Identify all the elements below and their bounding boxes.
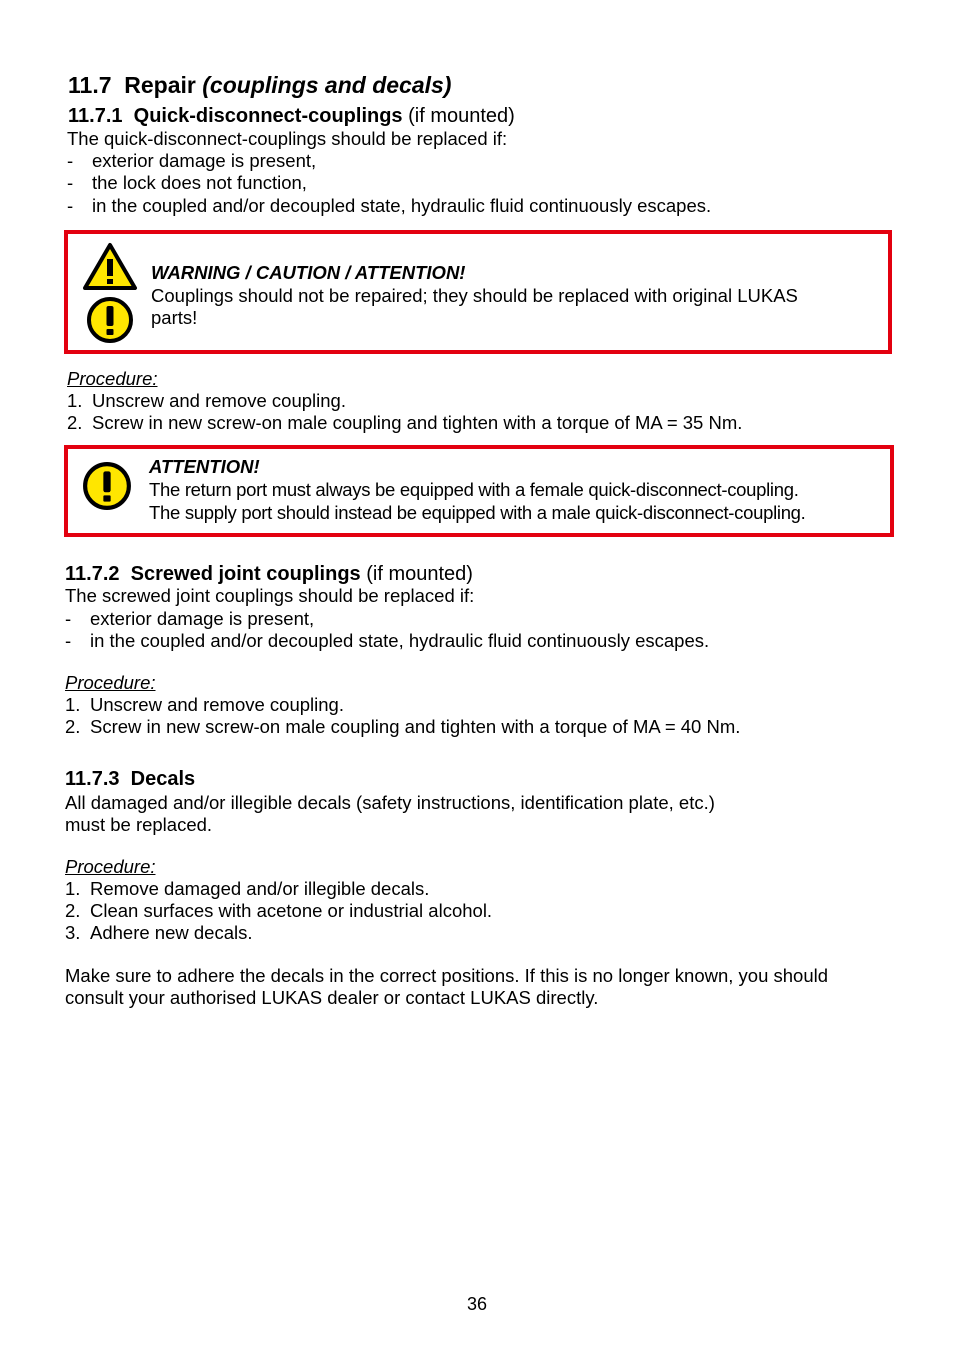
- procedure-label: Procedure:: [67, 368, 158, 389]
- subsection-note: (if mounted): [408, 105, 515, 127]
- list-item: - in the coupled and/or decoupled state, hydraulic fluid continuously escapes.: [67, 195, 712, 216]
- subsection-number: 11.7.1: [68, 105, 123, 127]
- list-item: - exterior damage is present,: [65, 608, 315, 629]
- subsection-intro: The quick-disconnect-couplings should be replaced if:: [67, 128, 508, 149]
- list-item: - exterior damage is present,: [67, 150, 317, 171]
- subsection-title: Screwed joint couplings: [130, 563, 361, 585]
- subsection-title: Quick-disconnect-couplings: [133, 105, 403, 127]
- paragraph-line: Make sure to adhere the decals in the correct positions. If this is no longer known, you should: [65, 965, 829, 986]
- procedure-label: Procedure:: [65, 856, 156, 877]
- warning-box: [64, 230, 892, 354]
- warning-title: WARNING / CAUTION / ATTENTION!: [151, 262, 466, 283]
- attention-text-line: The return port must always be equipped with a female quick-disconnect-coupling.: [149, 479, 799, 500]
- exclamation-circle-icon: [82, 461, 132, 511]
- list-item: - in the coupled and/or decoupled state, hydraulic fluid continuously escapes.: [65, 630, 710, 651]
- procedure-label: Procedure:: [65, 672, 156, 693]
- attention-box: [64, 445, 894, 537]
- subsection-title: Decals: [130, 768, 196, 790]
- section-subtitle: (couplings and decals): [202, 72, 452, 98]
- page-number: 36: [466, 1294, 488, 1314]
- procedure-step: 1. Unscrew and remove coupling.: [67, 390, 346, 411]
- procedure-step: 2. Screw in new screw-on male coupling and tighten with a torque of MA = 35 Nm.: [67, 412, 743, 433]
- warning-text-line: Couplings should not be repaired; they should be replaced with original LUKAS: [151, 285, 798, 306]
- section-title-text: Repair: [124, 72, 196, 98]
- subsection-heading-1: [68, 105, 515, 128]
- section-number: 11.7: [68, 72, 112, 98]
- section-title: [68, 72, 451, 99]
- subsection-heading-2: [65, 563, 473, 586]
- warning-text-line: parts!: [151, 307, 198, 328]
- list-item: - the lock does not function,: [67, 172, 307, 193]
- paragraph-line: must be replaced.: [65, 814, 213, 835]
- subsection-number: 11.7.3: [65, 768, 120, 790]
- procedure-step: 2. Screw in new screw-on male coupling and tighten with a torque of MA = 40 Nm.: [65, 716, 741, 737]
- subsection-number: 11.7.2: [65, 563, 120, 585]
- procedure-step: 1. Remove damaged and/or illegible decals.: [65, 878, 430, 899]
- exclamation-circle-icon: [86, 296, 134, 344]
- attention-title: ATTENTION!: [149, 456, 260, 477]
- subsection-heading-3: [65, 768, 195, 791]
- paragraph-line: consult your authorised LUKAS dealer or contact LUKAS directly.: [65, 987, 599, 1008]
- subsection-intro: The screwed joint couplings should be replaced if:: [65, 585, 475, 606]
- procedure-step: 1. Unscrew and remove coupling.: [65, 694, 344, 715]
- subsection-note: (if mounted): [366, 563, 473, 585]
- warning-triangle-icon: [82, 242, 138, 292]
- attention-text-line: The supply port should instead be equipped with a male quick-disconnect-coupling.: [149, 502, 806, 523]
- procedure-step: 3. Adhere new decals.: [65, 922, 253, 943]
- procedure-step: 2. Clean surfaces with acetone or industrial alcohol.: [65, 900, 493, 921]
- paragraph-line: All damaged and/or illegible decals (safety instructions, identification plate, etc.): [65, 792, 715, 813]
